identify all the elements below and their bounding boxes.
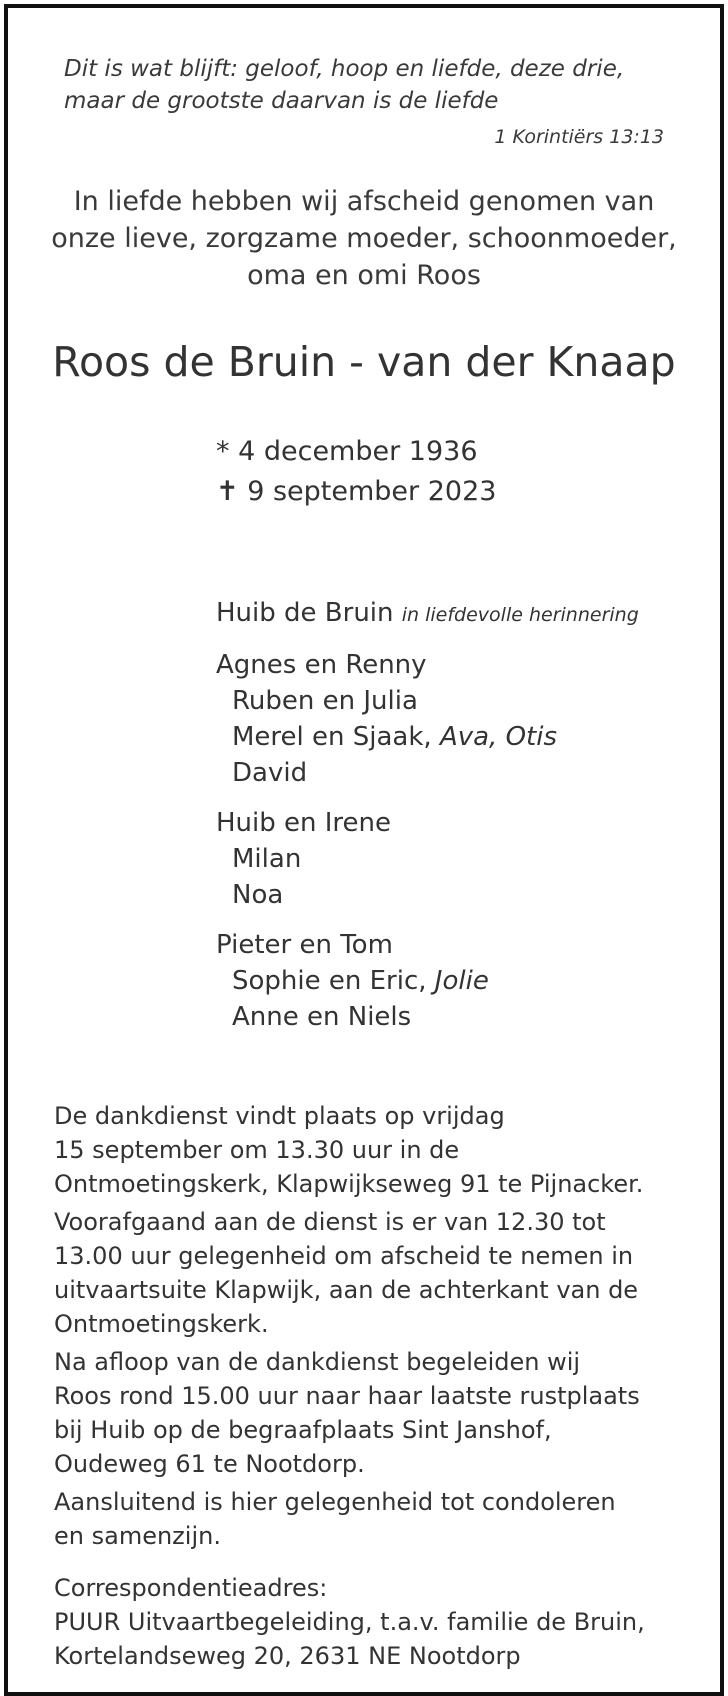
service-p2-line-4: Ontmoetingskerk. [54, 1310, 269, 1338]
verse-line-1: Dit is wat blijft: geloof, hoop en liefde, deze drie, [64, 56, 625, 82]
grandchildren-names: Ava, Otis [439, 722, 558, 752]
service-p3-line-1: Na afloop van de dankdienst begeleiden wij [54, 1348, 581, 1376]
verse-reference: 1 Korintiërs 13:13 [494, 126, 664, 148]
correspondence-line-1: PUUR Uitvaartbegeleiding, t.a.v. familie de Bruin, [54, 1608, 645, 1636]
family-group-2-child-2: Noa [232, 880, 284, 910]
family-group-3-head: Pieter en Tom [216, 930, 393, 960]
service-p3-line-4: Oudeweg 61 te Nootdorp. [54, 1450, 365, 1478]
verse-line-2: maar de grootste daarvan is de liefde [64, 88, 499, 114]
service-p3-line-2: Roos rond 15.00 uur naar haar laatste rustplaats [54, 1382, 640, 1410]
family-group-2-head: Huib en Irene [216, 808, 392, 838]
obituary-card [4, 4, 724, 1696]
service-p4-line-2: en samenzijn. [54, 1522, 221, 1550]
service-p4-line-1: Aansluitend is hier gelegenheid tot condoleren [54, 1488, 616, 1516]
service-p1-line-3: Ontmoetingskerk, Klapwijkseweg 91 te Pijnacker. [54, 1170, 644, 1198]
death-date: ✝ 9 september 2023 [216, 476, 497, 507]
service-p3-line-3: bij Huib op de begraafplaats Sint Janshof, [54, 1416, 552, 1444]
family-group-1-child-2 [232, 722, 557, 752]
intro-line-3: oma en omi Roos [247, 260, 481, 291]
family-group-2-child-1: Milan [232, 844, 302, 874]
child-names: Sophie en Eric, [232, 966, 427, 996]
correspondence-label: Correspondentieadres: [54, 1574, 328, 1602]
service-p1-line-2: 15 september om 13.30 uur in de [54, 1136, 460, 1164]
family-spouse [216, 598, 639, 628]
service-p1-line-1: De dankdienst vindt plaats op vrijdag [54, 1102, 505, 1130]
family-group-3-child-1 [232, 966, 489, 996]
intro-line-2: onze lieve, zorgzame moeder, schoonmoeder, [51, 223, 677, 254]
spouse-note: in liefdevolle herinnering [401, 604, 639, 626]
family-group-1-child-3: David [232, 758, 308, 788]
grandchildren-names: Jolie [434, 966, 489, 996]
spouse-name: Huib de Bruin [216, 598, 394, 628]
service-p2-line-1: Voorafgaand aan de dienst is er van 12.30 tot [54, 1208, 606, 1236]
correspondence-line-2: Kortelandseweg 20, 2631 NE Nootdorp [54, 1642, 521, 1670]
service-p2-line-2: 13.00 uur gelegenheid om afscheid te nemen in [54, 1242, 634, 1270]
service-p2-line-3: uitvaartsuite Klapwijk, aan de achterkant van de [54, 1276, 639, 1304]
family-group-1-child-1: Ruben en Julia [232, 686, 418, 716]
birth-date: * 4 december 1936 [216, 436, 478, 467]
family-group-3-child-2: Anne en Niels [232, 1002, 412, 1032]
family-group-1-head: Agnes en Renny [216, 650, 427, 680]
intro-line-1: In liefde hebben wij afscheid genomen van [73, 186, 655, 217]
deceased-name: Roos de Bruin - van der Knaap [52, 338, 676, 386]
child-names: Merel en Sjaak, [232, 722, 432, 752]
